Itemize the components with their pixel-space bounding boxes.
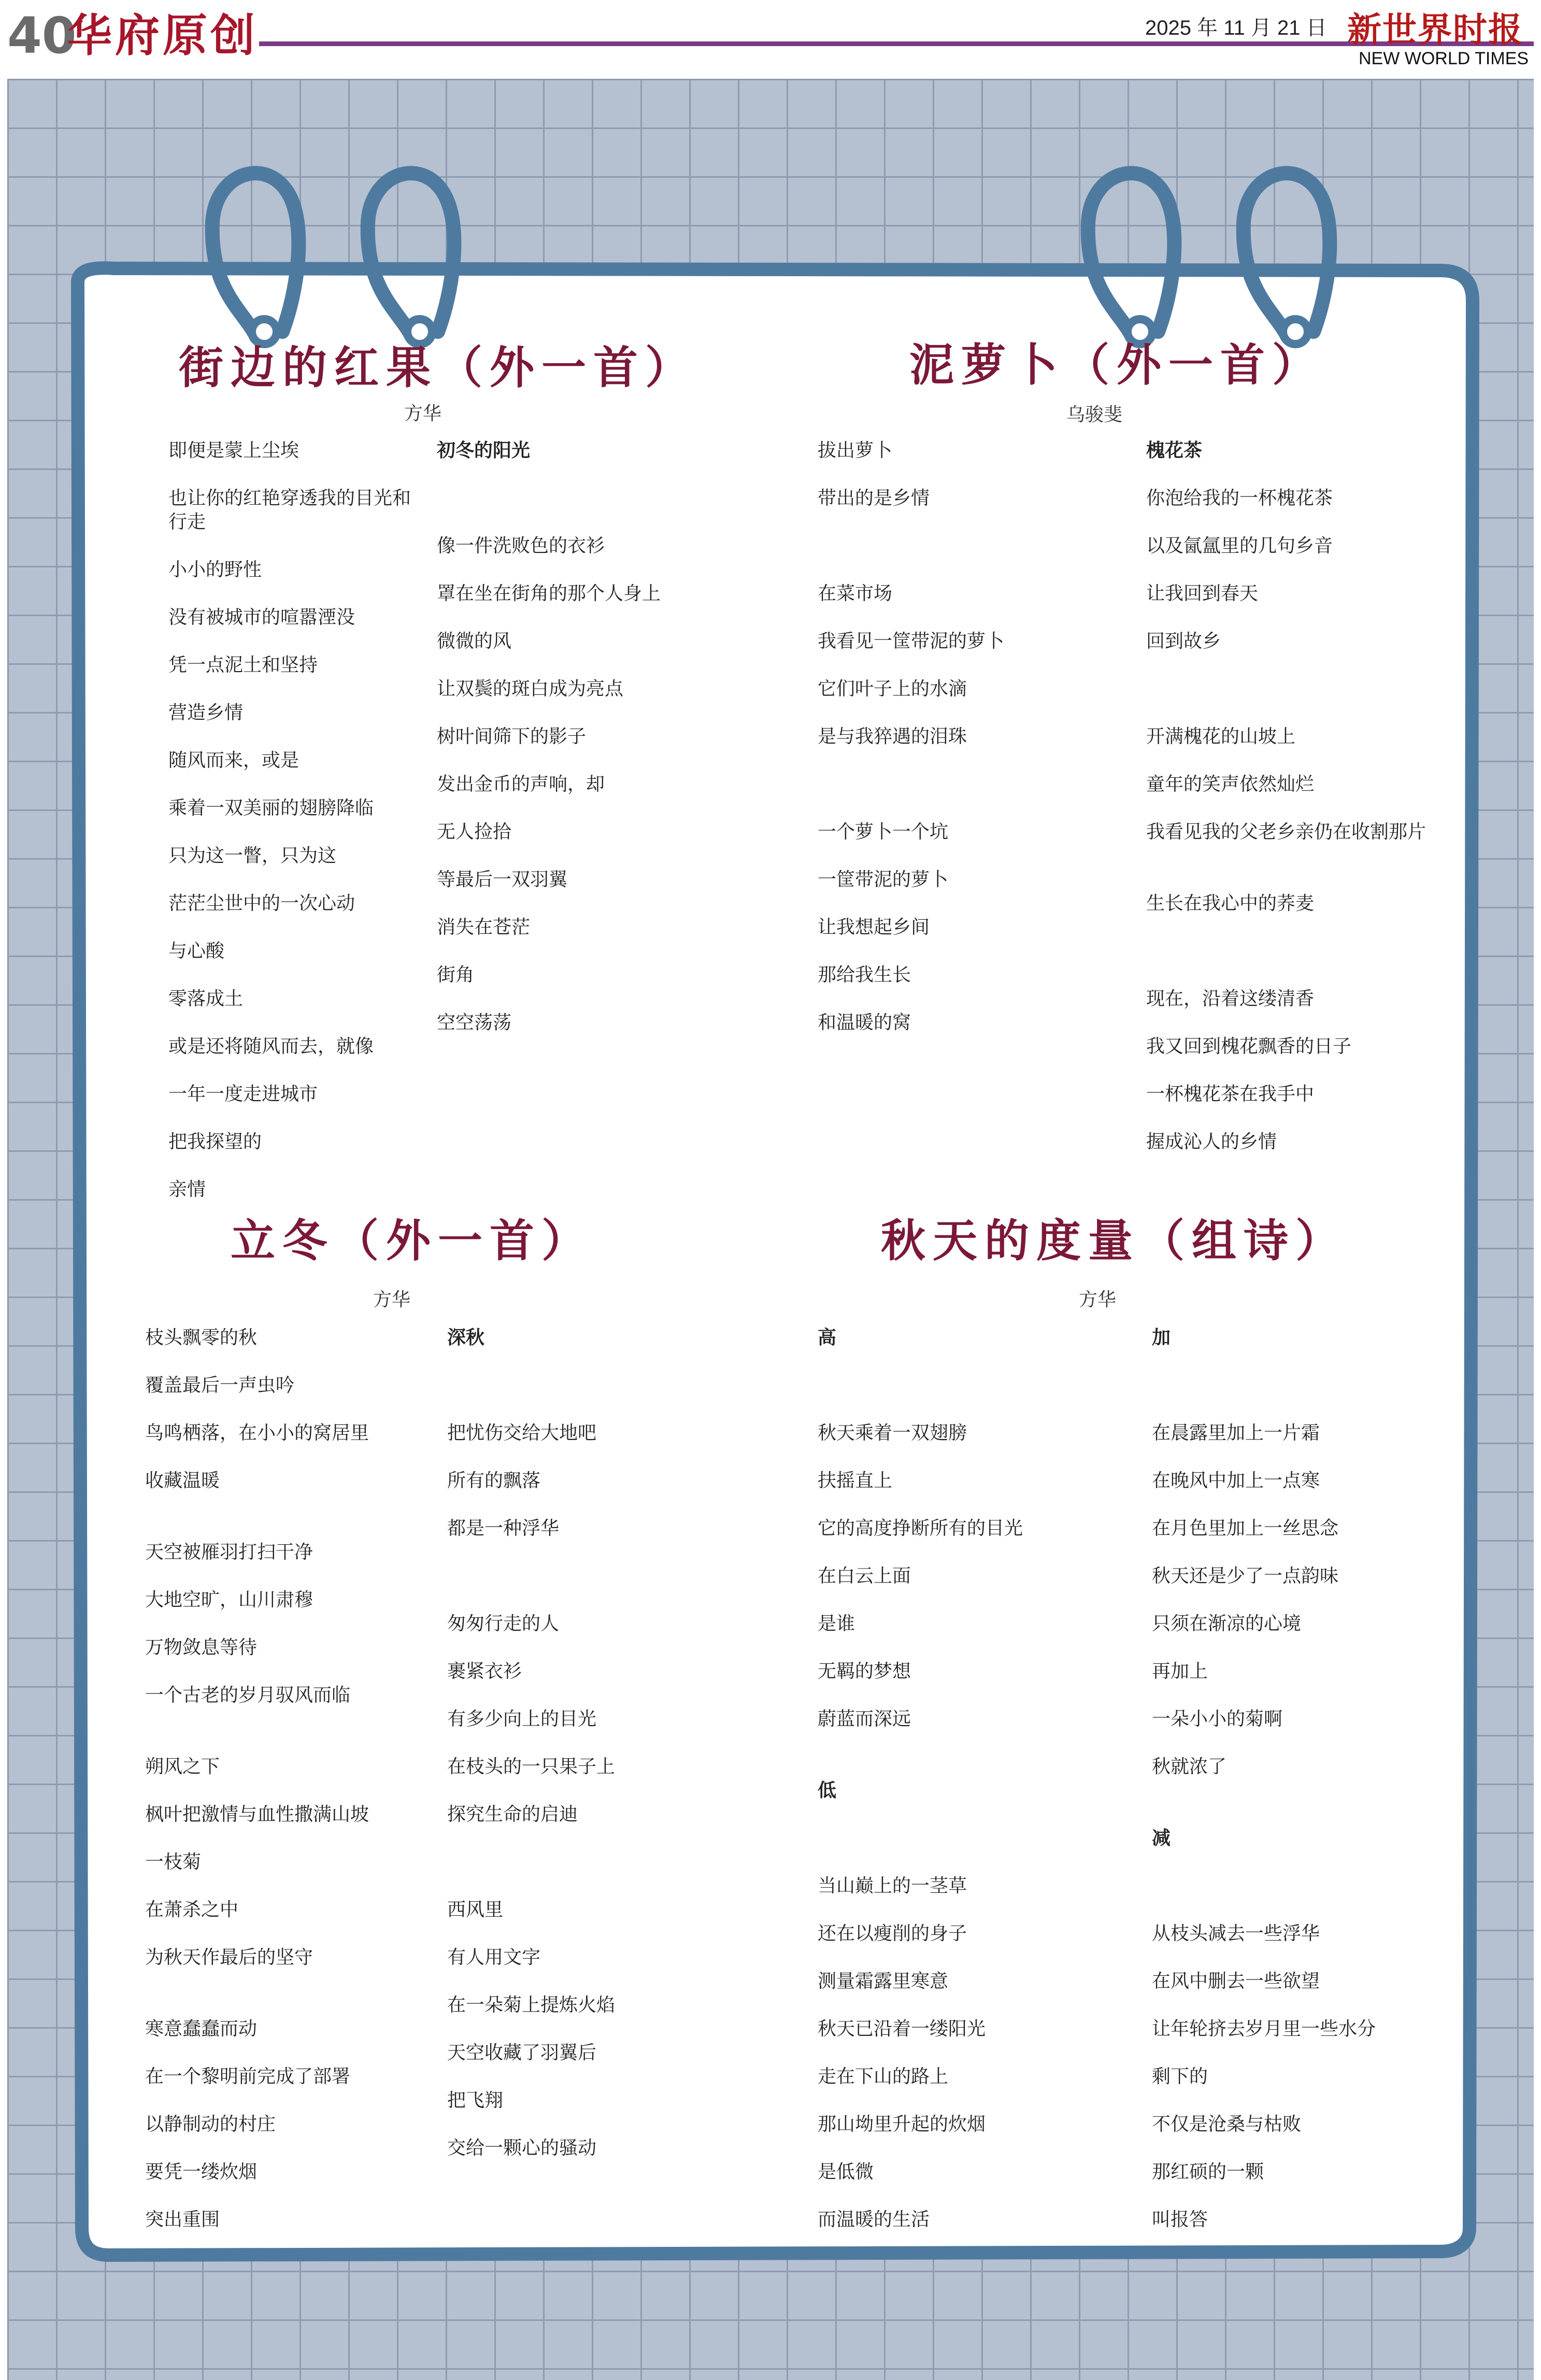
poem-line: 我看见一筐带泥的萝卜 [818, 631, 1005, 652]
poem-line: 蔚蓝而深远 [818, 1708, 911, 1730]
poem-line: 探究生命的启迪 [447, 1804, 578, 1825]
poem-line: 小小的野性 [168, 559, 262, 580]
poem-line: 你泡给我的一杯槐花茶 [1146, 488, 1333, 509]
poem-line: 一朵小小的菊啊 [1152, 1708, 1283, 1730]
poem-author: 方华 [1079, 1289, 1117, 1310]
poem-line: 是与我猝遇的泪珠 [818, 726, 967, 747]
poem-line: 让我想起乡间 [818, 917, 930, 938]
newspaper-english-name: NEW WORLD TIMES [1359, 49, 1529, 68]
poem-line: 要凭一缕炊烟 [145, 2161, 258, 2183]
poem-line: 凭一点泥土和坚持 [168, 654, 318, 676]
poem-line: 当山巅上的一茎草 [818, 1875, 967, 1897]
poem-line: 一杯槐花茶在我手中 [1146, 1084, 1315, 1105]
poem-line: 茫茫尘世中的一次心动 [168, 893, 355, 914]
poem-title: 泥萝卜（外一首） [909, 339, 1324, 391]
poem-line: 无人捡拾 [437, 821, 512, 843]
poem-line: 万物敛息等待 [145, 1637, 258, 1658]
section-title: 华府原创 [67, 10, 258, 62]
poem-title: 秋天的度量（组诗） [881, 1215, 1347, 1267]
poem-line: 枫叶把激情与血性撒满山坡 [145, 1804, 369, 1825]
poem-line: 天空被雁羽打扫干净 [145, 1542, 313, 1563]
poem-line: 像一件洗败色的衣衫 [437, 535, 605, 557]
poem-line: 秋就浓了 [1152, 1756, 1227, 1777]
poem-line: 在枝头的一只果子上 [447, 1756, 616, 1777]
poem-line: 走在下山的路上 [818, 2066, 949, 2087]
poem-line: 它们叶子上的水滴 [818, 678, 967, 700]
poem-line: 零落成土 [168, 988, 244, 1009]
poem-line: 在晚风中加上一点寒 [1152, 1470, 1320, 1491]
poem-line: 突出重围 [145, 2209, 220, 2230]
poem-line: 枝头飘零的秋 [145, 1327, 258, 1348]
poem-line: 秋天乘着一双翅膀 [818, 1422, 967, 1444]
poem-line: 一年一度走进城市 [168, 1084, 318, 1105]
poem-line: 那山坳里升起的炊烟 [818, 2114, 986, 2135]
poem-line: 无羁的梦想 [818, 1661, 911, 1682]
poem-line: 覆盖最后一声虫吟 [145, 1375, 295, 1396]
poem-line: 在萧杀之中 [145, 1899, 239, 1920]
poem-line: 匆匆行走的人 [447, 1613, 560, 1634]
poem-line: 秋天还是少了一点韵味 [1152, 1565, 1339, 1587]
poem-line: 有人用文字 [447, 1947, 541, 1968]
poem-line: 剩下的 [1152, 2066, 1208, 2087]
poem-line: 发出金币的声响，却 [437, 774, 605, 795]
poem-line: 把我探望的 [168, 1131, 262, 1152]
poem-line: 回到故乡 [1146, 631, 1221, 652]
poem-line: 秋天已沿着一缕阳光 [818, 2018, 986, 2040]
poem-line: 都是一种浮华 [447, 1518, 560, 1539]
poem-line: 朔风之下 [145, 1756, 220, 1777]
poem-line: 在晨露里加上一片霜 [1152, 1422, 1320, 1444]
poem-line: 不仅是沧桑与枯败 [1152, 2114, 1302, 2135]
poem-line: 我看见我的父老乡亲仍在收割那片 [1146, 821, 1426, 843]
poem-subtitle: 初冬的阳光 [437, 440, 531, 461]
poem-line: 从枝头减去一些浮华 [1152, 1923, 1320, 1944]
poem-line: 还在以瘦削的身子 [818, 1923, 967, 1944]
poem-line: 寒意蠢蠢而动 [145, 2018, 258, 2040]
poem-author: 方华 [404, 403, 442, 424]
poem-line: 开满槐花的山坡上 [1146, 726, 1296, 747]
poem-line: 没有被城市的喧嚣湮没 [168, 607, 355, 628]
poem-title: 街边的红果（外一首） [179, 342, 697, 394]
poem-line: 扶摇直上 [818, 1470, 893, 1491]
poem-line: 握成沁人的乡情 [1146, 1131, 1277, 1152]
poem-line: 现在，沿着这缕清香 [1146, 988, 1315, 1009]
poem-line: 等最后一双羽翼 [437, 869, 568, 890]
poem-line: 在一朵菊上提炼火焰 [447, 1994, 616, 2016]
page-number: 40 [7, 7, 77, 65]
poem-line: 把飞翔 [447, 2090, 504, 2111]
poem-line: 我又回到槐花飘香的日子 [1146, 1036, 1352, 1057]
poem-line: 大地空旷，山川肃穆 [145, 1589, 313, 1611]
poem-subtitle: 低 [818, 1780, 837, 1801]
poem-line: 在白云上面 [818, 1565, 911, 1587]
poem-line: 把忧伤交给大地吧 [447, 1422, 597, 1444]
poem-line: 再加上 [1152, 1661, 1208, 1682]
poem-line: 那给我生长 [818, 964, 911, 986]
poem-line: 也让你的红艳穿透我的目光和行走 [168, 488, 411, 533]
poem-line: 带出的是乡情 [818, 488, 930, 509]
poem-line: 一枝菊 [145, 1851, 202, 1873]
poem-line: 交给一颗心的骚动 [447, 2137, 597, 2159]
poem-line: 树叶间筛下的影子 [437, 726, 587, 747]
poem-line: 随风而来，或是 [168, 750, 299, 771]
poem-line: 或是还将随风而去，就像 [168, 1036, 374, 1057]
poem-line: 一个古老的岁月驭风而临 [145, 1685, 351, 1706]
poem-line: 西风里 [447, 1899, 504, 1920]
poem-line: 以及氤氲里的几句乡音 [1146, 535, 1333, 557]
poem-line: 而温暖的生活 [818, 2209, 930, 2230]
poem-line: 乘着一双美丽的翅膀降临 [168, 797, 374, 819]
poem-line: 即便是蒙上尘埃 [168, 440, 299, 461]
poem-title: 立冬（外一首） [231, 1215, 593, 1267]
poem-line: 与心酸 [168, 940, 225, 962]
newspaper-logo: 新世界时报 [1347, 9, 1523, 50]
poem-line: 在月色里加上一丝思念 [1152, 1518, 1339, 1539]
poem-line: 让年轮挤去岁月里一些水分 [1152, 2018, 1376, 2040]
poem-line: 空空荡荡 [437, 1012, 512, 1033]
poem-subtitle: 槐花茶 [1146, 440, 1203, 461]
poem-line: 在风中删去一些欲望 [1152, 1971, 1320, 1992]
poem-author: 乌骏斐 [1066, 404, 1123, 425]
poem-line: 一筐带泥的萝卜 [818, 869, 949, 890]
poem-line: 只为这一瞥，只为这 [168, 845, 337, 866]
poem-line: 所有的飘落 [447, 1470, 541, 1491]
poem-line: 天空收藏了羽翼后 [447, 2042, 597, 2063]
poem-line: 让双鬓的斑白成为亮点 [437, 678, 624, 700]
poem-line: 以静制动的村庄 [145, 2114, 276, 2135]
poem-author: 方华 [373, 1289, 411, 1310]
poem-line: 那红硕的一颗 [1152, 2161, 1264, 2183]
poem-line: 罩在坐在街角的那个人身上 [437, 583, 661, 604]
poem-line: 微微的风 [437, 631, 512, 652]
poem-line: 是低微 [818, 2161, 874, 2183]
poem-line: 拔出萝卜 [818, 440, 893, 461]
issue-date: 2025 年 11 月 21 日 [1145, 17, 1327, 39]
poem-line: 是谁 [818, 1613, 855, 1634]
poem-line: 生长在我心中的荞麦 [1146, 893, 1315, 914]
poem-line: 在菜市场 [818, 583, 893, 604]
poem-line: 街角 [437, 964, 475, 986]
poem-line: 让我回到春天 [1146, 583, 1259, 604]
poem-line: 童年的笑声依然灿烂 [1146, 774, 1315, 795]
poem-line: 和温暖的窝 [818, 1012, 911, 1033]
poem-line: 裹紧衣衫 [447, 1661, 522, 1682]
poem-line: 消失在苍茫 [437, 917, 531, 938]
poem-line: 鸟鸣栖落，在小小的窝居里 [145, 1422, 369, 1444]
poem-line: 亲情 [168, 1179, 206, 1200]
poem-line: 它的高度挣断所有的目光 [818, 1518, 1023, 1539]
poem-line: 在一个黎明前完成了部署 [145, 2066, 351, 2087]
poem-line: 一个萝卜一个坑 [818, 821, 949, 843]
poem-subtitle: 减 [1152, 1828, 1171, 1849]
poem-line: 营造乡情 [168, 702, 244, 723]
poem-line: 有多少向上的目光 [447, 1708, 597, 1730]
poem-line: 测量霜露里寒意 [818, 1971, 949, 1992]
poem-line: 为秋天作最后的坚守 [145, 1947, 313, 1968]
poem-line: 收藏温暖 [145, 1470, 220, 1491]
poem-line: 只须在渐凉的心境 [1152, 1613, 1302, 1634]
poem-subtitle: 深秋 [447, 1327, 485, 1348]
poem-subtitle: 加 [1152, 1327, 1171, 1348]
poem-line: 叫报答 [1152, 2209, 1208, 2230]
poem-subtitle: 高 [818, 1327, 837, 1348]
